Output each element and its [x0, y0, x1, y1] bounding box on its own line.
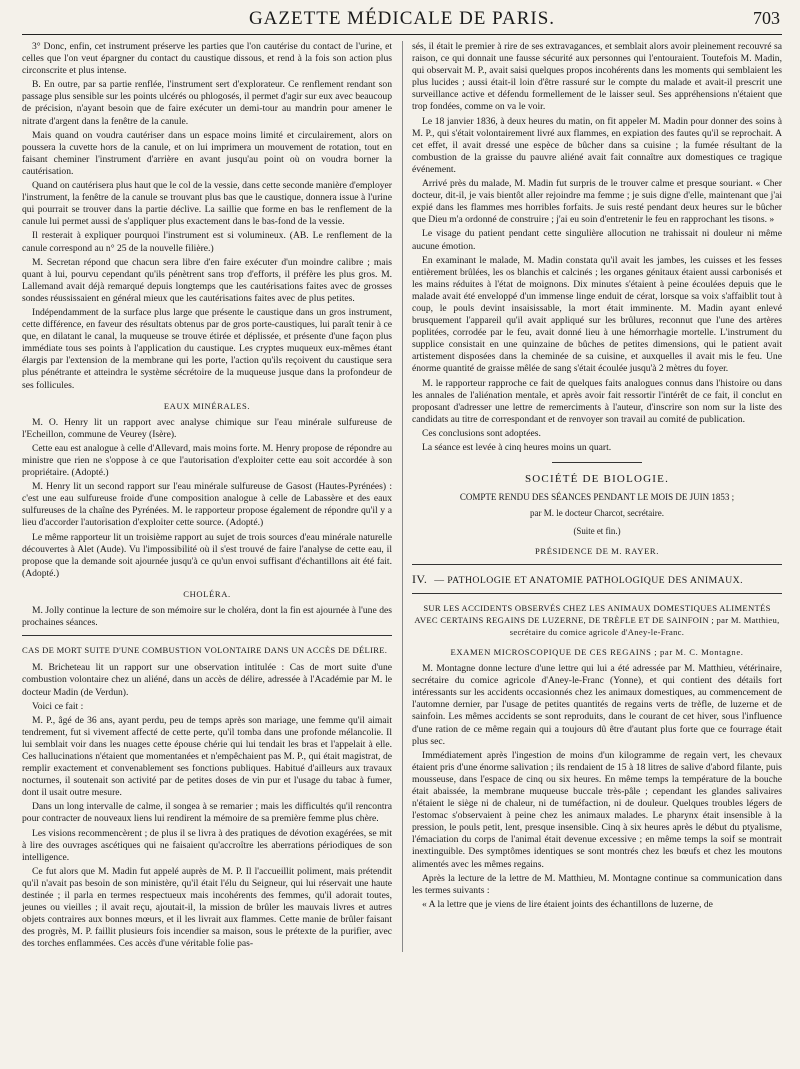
paragraph: Les visions recommencèrent ; de plus il se livra à des pratiques de dévotion exagérées, se mit à lire des ouvrages ascétiques qui ne faisaient qu'accroître les aberrations périodiques de son intelligence.	[22, 827, 392, 863]
societe-biologie-heading: SOCIÉTÉ DE BIOLOGIE.	[524, 473, 670, 486]
paragraph: « A la lettre que je viens de lire étaient joints des échantillons de luzerne, de	[422, 898, 713, 910]
page-header	[22, 0, 782, 35]
paragraph: M. le rapporteur rapproche ce fait de quelques faits analogues connus dans l'histoire ou dans les annales de l'aliénation mentale, et après avoir fait ressortir l'intérêt de ce fait, il conclut en proposant d'adresser une lettre de remerciments à l'auteur, d'inscrire son nom sur la liste des candidats au titre de correspondant et de renvoyer son travail au comité de publication.	[412, 377, 782, 425]
divider	[412, 593, 782, 594]
right-column	[402, 41, 782, 952]
section-title: — PATHOLOGIE ET ANATOMIE PATHOLOGIQUE DES ANIMAUX.	[434, 574, 743, 586]
paragraph: Dans un long intervalle de calme, il songea à se remarier ; mais les difficultés qu'il rencontra pour contracter de nouveaux liens lui rendirent la mémoire de sa première femme plus chère.	[22, 801, 392, 825]
secretary-line: par M. le docteur Charcot, secrétaire.	[530, 508, 664, 519]
paragraph: Voici ce fait :	[32, 700, 84, 712]
paragraph: Mais quand on voudra cautériser dans un espace moins limité et circulairement, alors on poussera la cuvette hors de la canule, et on lui imprimera un mouvement de rotation, tout en faisant cheminer l'instrument d'arrière en avant jusqu'au point où on voudra borner la cautérisation.	[22, 129, 392, 177]
eaux-minerales-heading: EAUX MINÉRALES.	[163, 400, 251, 411]
divider	[22, 635, 392, 636]
section-numeral: IV.	[412, 571, 428, 586]
paragraph: Ce fut alors que M. Madin fut appelé auprès de M. P. Il l'accueillit poliment, mais prétendit qu'il n'avait pas besoin de son ministère, qu'il était l'élu du Seigneur, qui lui réservait une haute destinée ; il parla en termes respectueux mais incohérents des femmes, qu'il adorait toutes, jeunes ou vieilles ; il avait reçu, ajoutait-il, la mission de brûler les mauvais livres et autres objets contraires aux bonnes mœurs, et il les livrait aux flammes. Cette manie de brûler faisant des progrès, M. P. faillit plusieurs fois incendier sa maison, sous le prétexte de la purifier, avec des torches enflammées. Ces accès d'une véritable folie pas-	[22, 865, 392, 950]
divider	[552, 462, 642, 463]
text-columns	[22, 41, 782, 952]
journal-title: GAZETTE MÉDICALE DE PARIS.	[248, 8, 556, 29]
paragraph: Arrivé près du malade, M. Madin fut surpris de le trouver calme et presque souriant. « Cher docteur, dit-il, je vais bientôt aller rejoindre ma femme ; je suis digne d'elle, maintenant que j'ai expié dans les flammes mes horribles forfaits. Je suis resté pendant deux heures sur le bûcher que Dieu m'a ordonné de construire ; j'ai eu soin d'entretenir le feu en rapprochant les tisons. »	[412, 178, 782, 226]
paragraph: Le visage du patient pendant cette singulière allocution ne trahissait ni douleur ni même aucune émotion.	[412, 228, 782, 252]
cas-de-mort-heading: CAS DE MORT SUITE D'UNE COMBUSTION VOLONTAIRE DANS UN ACCÈS DE DÉLIRE.	[22, 645, 388, 656]
paragraph: Immédiatement après l'ingestion de moins d'un kilogramme de regain vert, les chevaux étaient pris d'une énorme salivation ; ils rendaient de 15 à 18 litres de salive d'abord filante, puis mousseuse, dans l'espace de cinq ou six heures. En même temps la température de la bouche était abaissée, la membrane muqueuse buccale très-pâle ; cependant les glandes salivaires n'étaient le siège ni de chaleur, ni de tuméfaction, ni de douleur. Quelques troubles légers de l'estomac s'observaient à peine chez les animaux malades. Le pharynx était insensible à la pression, le pouls petit, lent, presque insensible. Cinq à six heures après le début du ptyalisme, l'émaciation du corps de l'animal était devenue excessive ; en même temps la soif se montrait inextinguible. Des symptômes identiques se sont montrés chez les bœufs et chez les moutons alimentés avec les mêmes regains.	[412, 749, 782, 870]
paragraph: 3° Donc, enfin, cet instrument préserve les parties que l'on cautérise du contact de l'urine, et celles que l'on veut épargner du contact du caustique dissous, et rend à la fois son action plus circonscrite et plus intense.	[22, 41, 392, 77]
paragraph: B. En outre, par sa partie renflée, l'instrument sert d'explorateur. Ce renflement rendant son passage plus sensible sur les points ulcérés ou phlogosés, il permet d'agir sur eux avec beaucoup de précision, n'ayant besoin que de faire exécuter un demi-tour au mandrin pour amener le nitrate d'argent dans la fenêtre de la canule.	[22, 79, 392, 127]
examen-heading: EXAMEN MICROSCOPIQUE DE CES REGAINS ; par M. C. Montagne.	[450, 646, 744, 657]
divider	[412, 564, 782, 565]
paragraph: M. Montagne donne lecture d'une lettre qui lui a été adressée par M. Matthieu, vétérinaire, secrétaire du comice agricole d'Aney-le-Franc (Yonne), et qui contient des détails fort intéressants sur les accidents occasionnés chez les animaux domestiques, au commencement de l'automne dernier, par l'usage de petites quantités de regains verts de trèfle, de luzerne et de sainfoin. Les mêmes accidents se sont reproduits, dans le courant de cet hiver, sous l'influence d'une ration de ce même regain qui a toujours dû être d'autant plus forte que ce fourrage était plus sec.	[412, 663, 782, 747]
paragraph: M. Jolly continue la lecture de son mémoire sur le choléra, dont la fin est ajournée à l'une des prochaines séances.	[22, 605, 392, 629]
paragraph: M. Henry lit un second rapport sur l'eau minérale sulfureuse de Gasost (Hautes-Pyrénées) : c'est une eau sulfureuse froide d'une composition analogue à celle de Labassère et des eaux sulfureuses de la chaîne des Pyrénées. M. le rapporteur propose également de répondre qu'il y a lieu d'accorder l'autorisation d'exploiter cette source. (Adopté.)	[22, 481, 392, 529]
paragraph: M. Bricheteau lit un rapport sur une observation intitulée : Cas de mort suite d'une combustion volontaire chez un aliéné, dans un accès de délire, adressée à l'Académie par M. le docteur Madin (de Verdun).	[22, 662, 392, 698]
paragraph: Quand on cautérisera plus haut que le col de la vessie, dans cette seconde manière d'employer l'instrument, la fenêtre de la canule se trouvant plus bas que le caustique, donnera issue à l'urine qui pourrait se trouver dans la partie déclive. La saillie que forme en bas le renflement de la canule lui permet aussi de s'appliquer plus exactement dans le bas-fond de la vessie.	[22, 180, 392, 228]
paragraph: Cette eau est analogue à celle d'Allevard, mais moins forte. M. Henry propose de répondre au ministre que rien ne s'oppose à ce que l'autorisation d'exploiter cette eau soit accordée à son propriétaire. (Adopté.)	[22, 442, 392, 479]
paragraph: M. Secretan répond que chacun sera libre d'en faire exécuter d'un moindre calibre ; mais quant à lui, pourvu cependant qu'ils pénètrent sans trop d'efforts, il préfère les plus gros. M. Lallemand avait déjà remarqué depuis longtemps que les cautérisations faites avec de grosses sondes réussissaient en général mieux que les cautérisations faites avec de plus petites.	[22, 256, 392, 304]
presidence-heading: PRÉSIDENCE DE M. RAYER.	[534, 546, 660, 557]
paragraph: M. P., âgé de 36 ans, ayant perdu, peu de temps après son mariage, une femme qu'il aimait tendrement, fut si vivement affecté de cette perte, qu'il tomba dans une profonde mélancolie. Il lui semblait voir dans les nuages cette épouse chérie qui lui tendait les bras et l'appelait à elle. Ces hallucinations n'étaient que momentanées et n'empêchaient pas M. P., qui était magistrat, de remplir exactement et convenablement ses fonctions publiques. Habitué d'ailleurs aux travaux nocturnes, il soutenait son activité par de petites doses de vin pur et l'usage du tabac à fumer, dont il usait outre mesure.	[22, 714, 392, 799]
section-iv-heading	[412, 573, 782, 587]
paragraph: Le même rapporteur lit un troisième rapport au sujet de trois sources d'eau minérale naturelle découvertes à Alet (Aude). Vu l'impossibilité où il s'est trouvé de faire l'analyse de cette eau, il propose que la demande soit ajournée jusqu'à ce qu'un envoi suffisant d'échantillons ait été fait. (Adopté.)	[22, 531, 392, 579]
paragraph: Indépendamment de la surface plus large que présente le caustique dans un gros instrument, cette différence, en faveur des résultats obtenus par de gros porte-caustiques, lui paraît tenir à ce que, en dilatant le canal, la muqueuse se trouve étirée et déplissée, et présente d'une façon plus immédiate tous ses points à l'application du caustique. Les cryptes muqueux eux-mêmes étant élargis par l'extension de la membrane qui les porte, l'action qu'ils reçoivent du caustique sera plus pénétrante et atteindra le système sécrétoire de la muqueuse jusque dans la profondeur de ses follicules.	[22, 306, 392, 391]
suite-note: (Suite et fin.)	[573, 526, 621, 537]
paragraph: Ces conclusions sont adoptées.	[422, 427, 541, 439]
left-column	[22, 41, 392, 952]
cholera-heading: CHOLÉRA.	[183, 588, 231, 599]
paragraph: Le 18 janvier 1836, à deux heures du matin, on fit appeler M. Madin pour donner des soins à M. P., qui s'était volontairement livré aux flammes, en expiation des fautes qu'il se reprochait. A cet effet, il avait dressé une espèce de bûcher dans sa cuisine ; la fumée résultant de la combustion de la graisse du pauvre aliéné avait fait connaître aux domestiques ce tragique événement.	[412, 115, 782, 175]
paragraph: Il resterait à expliquer pourquoi l'instrument est si volumineux. (AB. Le renflement de la canule correspond au n° 25 de la nouvelle filière.)	[22, 230, 392, 254]
paragraph: En examinant le malade, M. Madin constata qu'il avait les jambes, les cuisses et les fesses entièrement brûlées, les os blanchis et calcinés ; les organes génitaux étaient aussi carbonisés et les mains réduites à l'état de moignons. Dix minutes s'étaient à peine écoulées depuis que le malade avait été enveloppé d'un immense linge enduit de cérat, lorsque sa voix s'affaiblit tout à coup, le pouls devint insaisissable, la mort était imminente. M. Madin ayant enlevé brusquement l'appareil qu'il avait appliqué sur les brûlures, reconnut que l'une des artères poplitées, corrodée par le feu, avait donné lieu à une hémorrhagie mortelle. L'instrument du supplice consistait en une quinzaine de bûches de petites dimensions, qui le patient avait artistement disposées dans la cheminée de sa cuisine, et auxquelles il avait mis le feu. Une énorme quantité de graisse mêlée de sang s'était écoulée jusqu'à 2 mètres du foyer.	[412, 254, 782, 375]
paragraph: Après la lecture de la lettre de M. Matthieu, M. Montagne continue sa communication dans les termes suivants :	[412, 872, 782, 896]
accidents-heading: SUR LES ACCIDENTS OBSERVÉS CHEZ LES ANIMAUX DOMESTIQUES ALIMENTÉS AVEC CERTAINS REGAINS DE LUZERNE, DE TRÈFLE ET DE SAINFOIN ; par M. Matthieu, secrétaire du comice agricole d'Aney-le-Franc.	[414, 602, 780, 637]
paragraph: M. O. Henry lit un rapport avec analyse chimique sur l'eau minérale sulfureuse de l'Echeillon, commune de Veurey (Isère).	[22, 416, 392, 440]
paragraph: sés, il était le premier à rire de ses extravagances, et semblait alors avoir pleinement recouvré sa raison, ce qui donnait une fausse sécurité aux personnes qui l'entouraient. Toutefois M. Madin, qui observait M. P., avait saisi quelques propos incohérents dans les moments qui semblaient les plus lucides ; aussi était-il loin d'être rassuré sur le compte du malade et avait-il prescrit une surveillance active et défendu formellement de le laisser seul. Ses appréhensions n'étaient que trop fondées, comme on va le voir.	[412, 41, 782, 113]
page-number: 703	[753, 8, 780, 28]
paragraph: La séance est levée à cinq heures moins un quart.	[422, 442, 612, 453]
compte-rendu-line: COMPTE RENDU DES SÉANCES PENDANT LE MOIS DE JUIN 1853 ;	[459, 492, 735, 503]
